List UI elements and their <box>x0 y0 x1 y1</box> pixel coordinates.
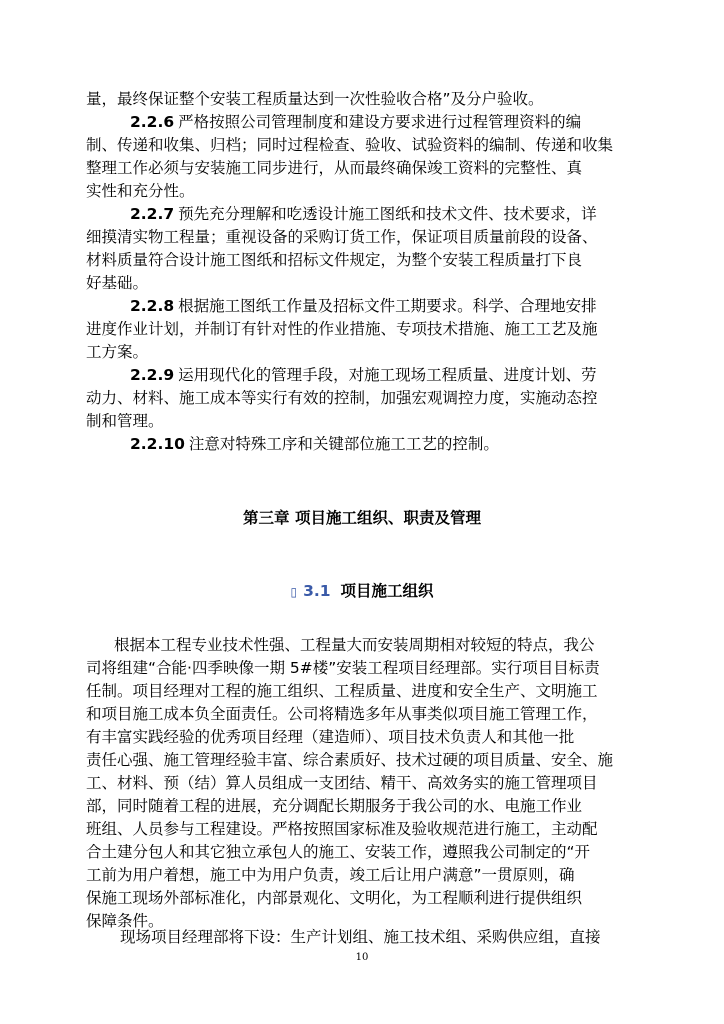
text-line: 量，最终保证整个安装工程质量达到一次性验收合格”及分户验收。 <box>86 90 544 108</box>
text-line: 细摸清实物工程量；重视设备的采购订货工作，保证项目质量前段的设备、 <box>86 228 598 246</box>
text-line: 工方案。 <box>86 343 149 361</box>
text-line: 司将组建“合能·四季映像一期 5#楼”安装工程项目经理部。实行项目目标责 <box>86 659 600 677</box>
text-line: 制和管理。 <box>86 412 164 430</box>
text-line: 根据本工程专业技术性强、工程量大而安装周期相对较短的特点，我公 <box>114 636 595 654</box>
text-line: 责任心强、施工管理经验丰富、综合素质好、技术过硬的项目质量、安全、施 <box>86 751 614 769</box>
text-line: 保障条件。 <box>86 912 164 930</box>
clause-number: 2.2.7 <box>130 205 175 223</box>
clause-2-2-6: 2.2.6 严格按照公司管理制度和建设方要求进行过程管理资料的编 <box>130 113 582 131</box>
section-number: 3.1 <box>303 582 331 600</box>
outline-marker-icon: ▯ <box>290 585 298 599</box>
clause-number: 2.2.10 <box>130 435 185 453</box>
text-line: 好基础。 <box>86 274 149 292</box>
text-line: 合土建分包人和其它独立承包人的施工、安装工作，遵照我公司制定的“开 <box>86 843 591 861</box>
clause-number: 2.2.6 <box>130 113 175 131</box>
text-line: 工前为用户着想，施工中为用户负责，竣工后让用户满意”一贯原则，确 <box>86 866 575 884</box>
page-number: 10 <box>355 952 369 963</box>
text-line: 进度作业计划，并制订有针对性的作业措施、专项技术措施、施工工艺及施 <box>86 320 598 338</box>
chapter-title: 第三章 项目施工组织、职责及管理 <box>243 509 481 527</box>
text-line: 班组、人员参与工程建设。严格按照国家标准及验收规范进行施工，主动配 <box>86 820 598 838</box>
clause-2-2-9: 2.2.9 运用现代化的管理手段，对施工现场工程质量、进度计划、劳 <box>130 366 597 384</box>
text-line: 动力、材料、施工成本等实行有效的控制，加强宏观调控力度，实施动态控 <box>86 389 598 407</box>
text-line: 整理工作必须与安装施工同步进行，从而最终确保竣工资料的完整性、真 <box>86 159 583 177</box>
text-line: 制、传递和收集、归档；同时过程检查、验收、试验资料的编制、传递和收集 <box>86 136 614 154</box>
clause-number: 2.2.8 <box>130 297 175 315</box>
section-heading <box>0 580 724 603</box>
clause-number: 2.2.9 <box>130 366 175 384</box>
section-title: 项目施工组织 <box>340 582 434 600</box>
text-line: 现场项目经理部将下设：生产计划组、施工技术组、采购供应组，直接 <box>120 928 601 946</box>
text-line: 工、材料、预（结）算人员组成一支团结、精干、高效务实的施工管理项目 <box>86 774 598 792</box>
text-line: 有丰富实践经验的优秀项目经理（建造师）、项目技术负责人和其他一批 <box>86 728 575 746</box>
text-line: 材料质量符合设计施工图纸和招标文件规定，为整个安装工程质量打下良 <box>86 251 583 269</box>
text-line: 实性和充分性。 <box>86 182 195 200</box>
clause-2-2-8: 2.2.8 根据施工图纸工作量及招标文件工期要求。科学、合理地安排 <box>130 297 597 315</box>
clause-2-2-7: 2.2.7 预先充分理解和吃透设计施工图纸和技术文件、技术要求，详 <box>130 205 597 223</box>
text-line: 部，同时随着工程的进展，充分调配长期服务于我公司的水、电施工作业 <box>86 797 583 815</box>
clause-2-2-10: 2.2.10 注意对特殊工序和关键部位施工工艺的控制。 <box>130 435 499 453</box>
text-line: 保施工现场外部标准化，内部景观化、文明化，为工程顺利进行提供组织 <box>86 889 583 907</box>
text-line: 和项目施工成本负全面责任。公司将精选多年从事类似项目施工管理工作， <box>86 705 598 723</box>
text-line: 任制。项目经理对工程的施工组织、工程质量、进度和安全生产、文明施工 <box>86 682 598 700</box>
